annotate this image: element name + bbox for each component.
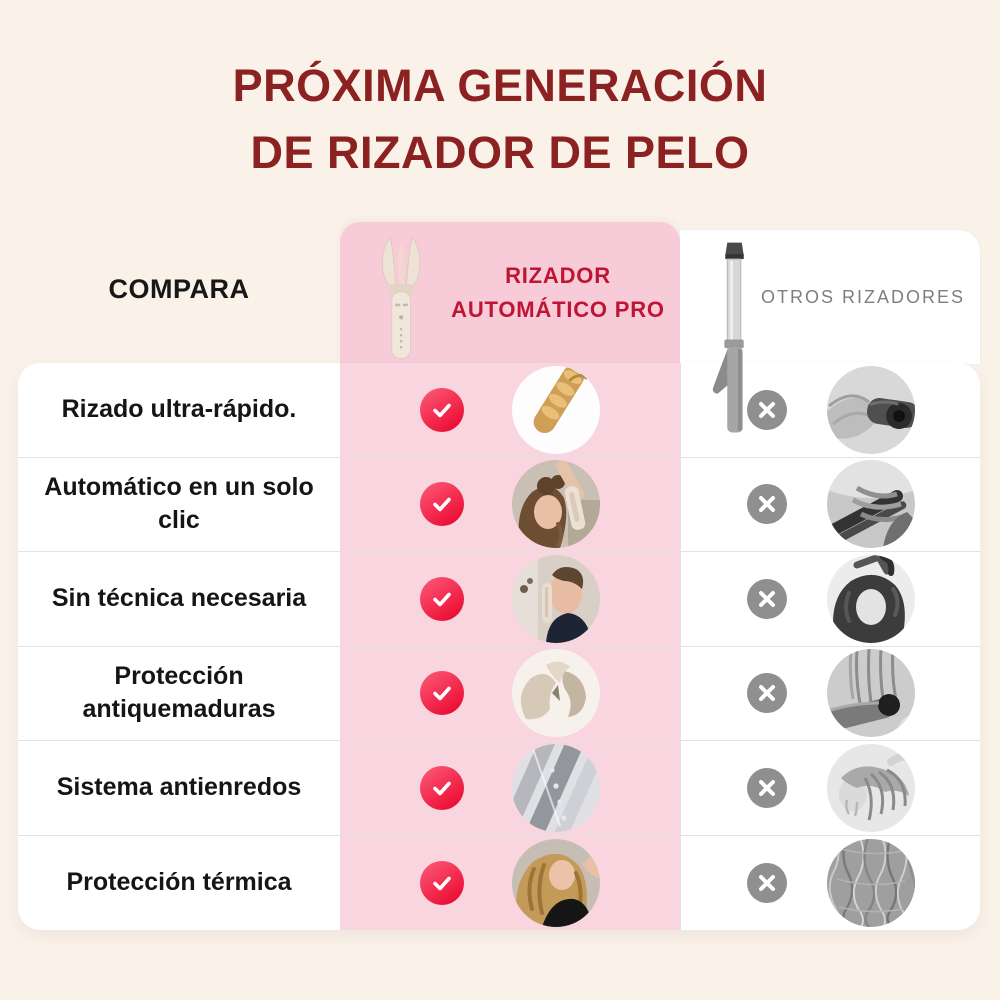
pro-cell: [340, 836, 680, 931]
frizzy-damaged-hair-photo: [827, 839, 915, 927]
table-row: [18, 552, 980, 647]
feature-label: Protección térmica: [66, 867, 292, 896]
hair-wrapped-on-curler-photo: [512, 366, 600, 454]
check-icon: [420, 861, 464, 905]
feature-label: Sistema antienredos: [56, 772, 302, 801]
cool-touch-blades-photo: [512, 649, 600, 737]
compare-heading: COMPARA: [108, 274, 250, 304]
check-icon: [420, 671, 464, 715]
page-title-line1: PRÓXIMA GENERACIÓN: [232, 60, 768, 111]
pro-cell: [340, 363, 680, 457]
pro-column-title: RIZADOR AUTOMÁTICO PRO: [451, 262, 665, 322]
table-row: [18, 458, 980, 553]
anti-tangle-barrel-photo: [512, 744, 600, 832]
x-icon: [747, 484, 787, 524]
x-icon: [747, 768, 787, 808]
x-icon: [747, 579, 787, 619]
woman-tangled-hair-photo: [827, 744, 915, 832]
feature-label: Sin técnica necesaria: [51, 583, 307, 612]
check-icon: [420, 766, 464, 810]
iron-clamping-hair-photo: [827, 460, 915, 548]
woman-profile-easy-use-photo: [512, 555, 600, 643]
pro-cell: [340, 741, 680, 835]
pro-column-header: [340, 222, 680, 363]
pro-cell: [340, 458, 680, 552]
x-icon: [747, 673, 787, 713]
others-cell: [680, 552, 980, 646]
others-cell: [680, 836, 980, 931]
comparison-table: [18, 363, 980, 930]
others-cell: [680, 741, 980, 835]
pro-cell: [340, 552, 680, 646]
check-icon: [420, 482, 464, 526]
pro-cell: [340, 647, 680, 741]
page-title: [0, 52, 1000, 186]
check-icon: [420, 388, 464, 432]
table-row: [18, 741, 980, 836]
table-row: [18, 363, 980, 458]
feature-label: Protección antiquemaduras: [82, 661, 276, 724]
others-column-title: OTROS RIZADORES: [760, 286, 965, 307]
check-icon: [420, 577, 464, 621]
feature-label: Rizado ultra-rápido.: [61, 394, 297, 423]
classic-curling-iron-icon: [704, 238, 766, 443]
curling-iron-tip-macro-photo: [827, 366, 915, 454]
table-row: [18, 647, 980, 742]
others-cell: [680, 647, 980, 741]
table-row: [18, 836, 980, 931]
feature-label: Automático en un solo clic: [44, 472, 314, 535]
healthy-blonde-curls-photo: [512, 839, 600, 927]
auto-curler-pro-icon: [362, 232, 442, 365]
others-cell: [680, 458, 980, 552]
hot-iron-near-hair-photo: [827, 649, 915, 737]
woman-one-click-curling-photo: [512, 460, 600, 548]
woman-manual-curling-photo: [827, 555, 915, 643]
others-column-header: [680, 229, 981, 364]
page-title-line2: DE RIZADOR DE PELO: [250, 127, 750, 178]
x-icon: [747, 863, 787, 903]
